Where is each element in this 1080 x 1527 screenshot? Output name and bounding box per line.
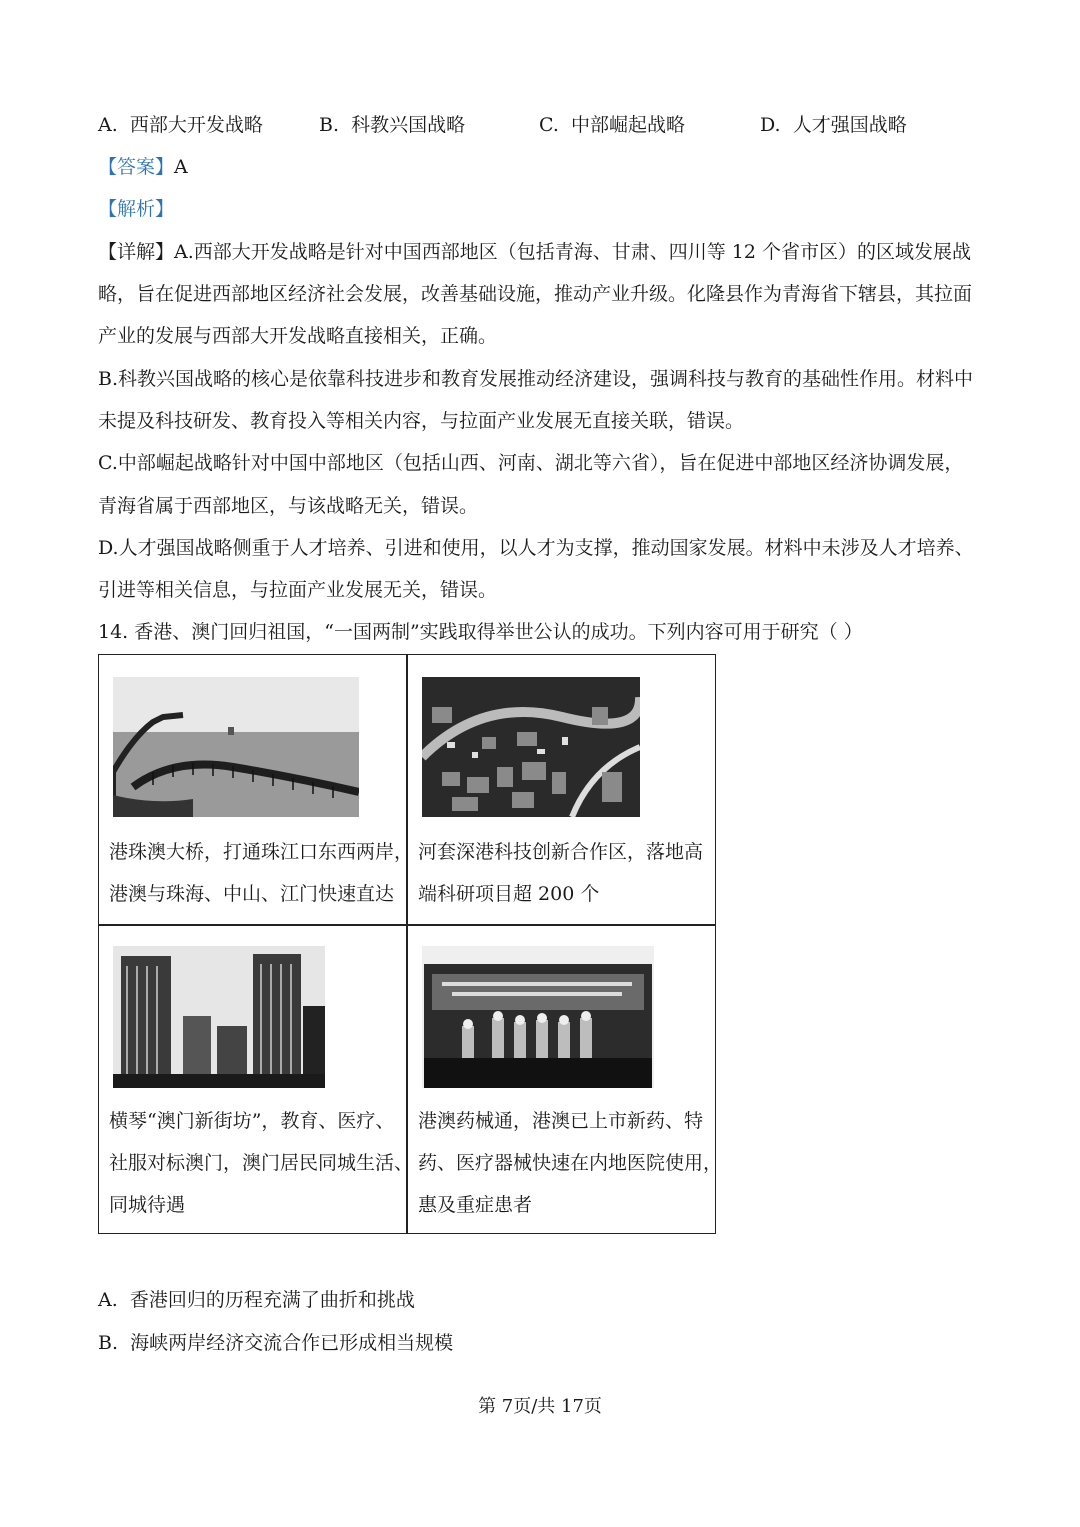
option-c-prev	[539, 113, 685, 137]
option-text: 科教兴国战略	[351, 114, 466, 136]
option-text: 西部大开发战略	[129, 114, 263, 136]
table-cell	[99, 926, 414, 1235]
answer-tag: 【答案】	[98, 156, 175, 178]
material-table	[98, 654, 723, 1234]
detail-line: 【详解】A.西部大开发战略是针对中国西部地区（包括青海、甘肃、四川等 12 个省市区）的区域发展战	[98, 241, 972, 263]
detail-line: C.中部崛起战略针对中国中部地区（包括山西、河南、湖北等六省），旨在促进中部地区经济协调发展，	[98, 452, 964, 474]
cell-caption-line: 港澳药械通，港澳已上市新药、特	[418, 1110, 704, 1132]
answer-line	[98, 155, 188, 179]
option-label: C.	[539, 114, 559, 136]
option-a	[98, 1288, 415, 1312]
cell-caption-line: 港澳与珠海、中山、江门快速直达	[109, 883, 395, 905]
high-rise-photo	[113, 946, 325, 1088]
option-text: 人才强国战略	[792, 114, 907, 136]
detail-line: B.科教兴国战略的核心是依靠科技进步和教育发展推动经济建设，强调科技与教育的基础性作用。材料中	[98, 368, 974, 390]
detail-line: D.人才强国战略侧重于人才培养、引进和使用，以人才为支撑，推动国家发展。材料中未涉及人才培养、	[98, 537, 974, 559]
cell-caption-line: 港珠澳大桥，打通珠江口东西两岸，	[109, 841, 414, 863]
detail-line: 青海省属于西部地区，与该战略无关，错误。	[98, 495, 479, 517]
bridge-photo	[113, 677, 359, 817]
answer-value: A	[174, 156, 188, 178]
cell-caption-line: 惠及重症患者	[418, 1194, 533, 1216]
table-cell	[99, 655, 414, 924]
option-text: 海峡两岸经济交流合作已形成相当规模	[130, 1332, 454, 1354]
cell-caption-line: 同城待遇	[109, 1194, 186, 1216]
detail-line: 产业的发展与西部大开发战略直接相关，正确。	[98, 325, 498, 347]
option-b	[98, 1331, 453, 1355]
table-cell	[408, 926, 723, 1235]
option-a-prev	[98, 113, 263, 137]
cell-caption-line: 药、医疗器械快速在内地医院使用，	[418, 1152, 723, 1174]
city-aerial-photo	[422, 677, 640, 817]
option-text: 香港回归的历程充满了曲折和挑战	[129, 1289, 415, 1311]
analysis-tag: 【解析】	[98, 198, 175, 220]
question-14-stem: 14. 香港、澳门回归祖国，“一国两制”实践取得举世公认的成功。下列内容可用于研究（ ）	[98, 621, 863, 643]
page-footer: 第 7页/共 17页	[478, 1396, 602, 1417]
detail-line: 引进等相关信息，与拉面产业发展无关，错误。	[98, 579, 498, 601]
cell-caption-line: 社服对标澳门，澳门居民同城生活、	[109, 1152, 414, 1174]
cell-caption-line: 河套深港科技创新合作区，落地高	[418, 841, 704, 863]
option-label: A.	[98, 114, 118, 136]
option-label: D.	[760, 114, 781, 136]
option-d-prev	[760, 113, 907, 137]
cell-caption-line: 横琴“澳门新街坊”，教育、医疗、	[109, 1110, 395, 1132]
option-label: A.	[98, 1289, 118, 1311]
ceremony-photo	[422, 946, 654, 1088]
option-b-prev	[319, 113, 465, 137]
detail-line: 未提及科技研发、教育投入等相关内容，与拉面产业发展无直接关联，错误。	[98, 410, 745, 432]
option-label: B.	[319, 114, 340, 136]
option-label: B.	[98, 1332, 119, 1354]
option-text: 中部崛起战略	[571, 114, 686, 136]
table-cell	[408, 655, 717, 924]
detail-line: 略，旨在促进西部地区经济社会发展，改善基础设施，推动产业升级。化隆县作为青海省下辖县，其拉面	[98, 283, 973, 305]
cell-caption-line: 端科研项目超 200 个	[418, 883, 600, 905]
